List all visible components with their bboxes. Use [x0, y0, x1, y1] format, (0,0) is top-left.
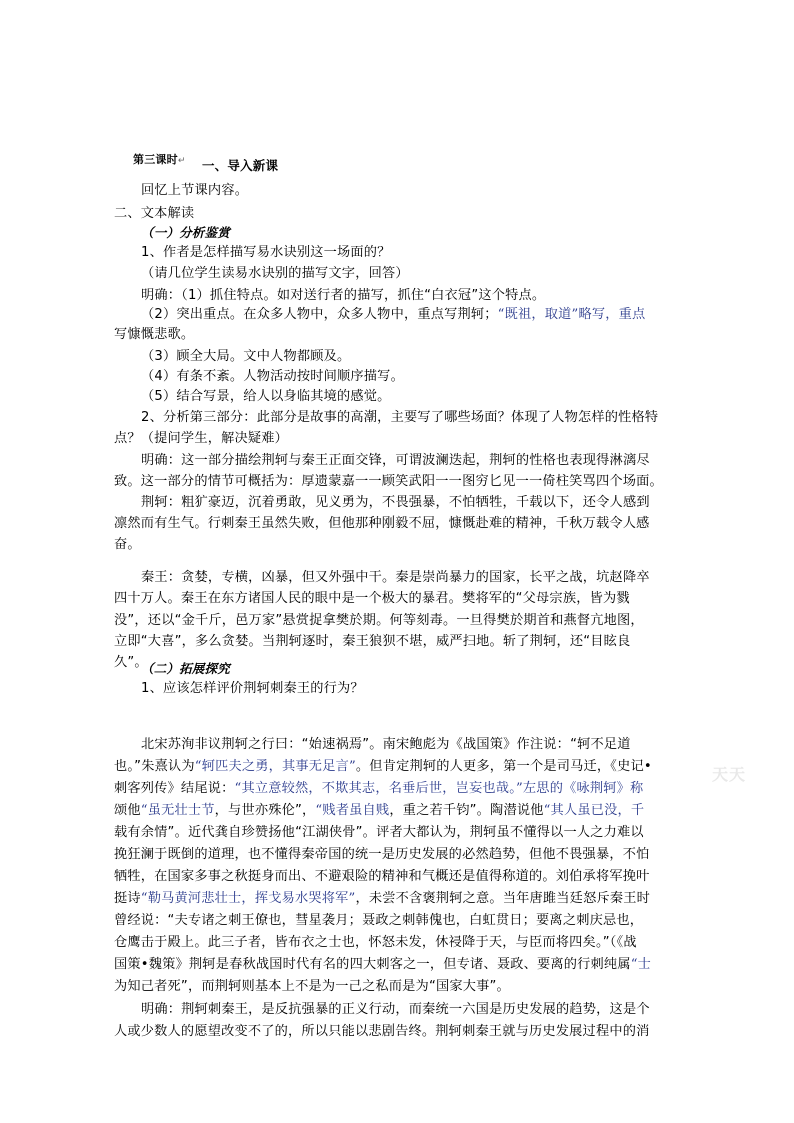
text-line: 四十万人。秦王在东方诸国人民的眼中是一个极大的暴君。樊将军的“父母宗族，皆为戮: [114, 591, 630, 606]
text-line: 明确：（1）抓住特点。如对送行者的描写，抓住“白衣冠”这个特点。: [141, 288, 546, 303]
text-line: [114, 781, 643, 797]
subsection-heading: （二）拓展探究: [141, 661, 230, 676]
quote-span: “其人虽已没，千: [543, 803, 645, 818]
text-line: 为知己者死”，而荆轲则基本上不是为一己之私而是为“国家大事”。: [114, 979, 510, 994]
text-line: 致。这一部分的情节可概括为：厚遗蒙嘉一一顾笑武阳一一图穷匕见一一倚柱笑骂四个场面。: [114, 474, 663, 489]
quote-span: “士: [630, 957, 652, 972]
section-import-title: 一、导入新课: [201, 158, 279, 173]
question-line: 1、应该怎样评价荆轲刺秦王的行为？: [141, 681, 364, 696]
question-line: 1、作者是怎样描写易水诀别这一场面的？: [141, 245, 391, 260]
text-line: 回忆上节课内容。: [141, 183, 249, 198]
quote-span: “贱者虽自贱: [315, 803, 390, 818]
quote-span: “其立意较然，不欺其志，名垂后世，岂妄也哉。”左思的《咏荆轲》称: [234, 781, 644, 796]
section-heading: 二、文本解读: [114, 206, 195, 221]
text-span: 国策•魏策》荆轲是春秋战国时代有名的四大刺客之一，但专诸、聂政、要离的行刺纯属: [114, 957, 631, 972]
quote-span: “既祖，取道”略写，重点: [497, 307, 646, 322]
text-line: 写慷慨悲歌。: [114, 327, 195, 342]
text-span: ，未尝不含褒荆轲之意。当年唐雎当廷怒斥秦王时: [355, 891, 651, 906]
return-mark: ↵: [177, 156, 186, 166]
text-line: 立即“大喜”，多么贪婪。当荆轲逐时，秦王狼狈不堪，威严扫地。斩了荆轲，还“目眩良: [114, 634, 631, 649]
lesson-heading: [133, 151, 279, 173]
text-line: 凛然而有生气。行刺秦王虽然失败，但他那种刚毅不屈，慷慨赴难的精神，千秋万载令人感: [114, 516, 650, 531]
text-span: （2）突出重点。在众多人物中，众多人物中，重点写荆轲；: [141, 307, 498, 322]
text-span: 颂他: [114, 803, 141, 818]
text-line: 曾经说：“夫专诸之刺王僚也，彗星袭月；聂政之刺韩傀也，白虹贯日；要离之刺庆忌也，: [114, 913, 644, 928]
text-span: 。但肯定荆轲的人更多，第一个是司马迁，《史记•: [355, 759, 652, 774]
text-line: 人或少数人的愿望改变不了的，所以只能以悲剧告终。荆轲刺秦王就与历史发展过程中的消: [114, 1024, 650, 1039]
text-line: 北宋苏洵非议荆轲之行曰：“始速祸焉”。南宋鲍彪为《战国策》作注说：“轲不足道: [141, 737, 631, 752]
text-line: （3）顾全大局。文中人物都顾及。: [141, 349, 351, 364]
text-line: 秦王：贪婪，专横，凶暴，但又外强中干。秦是崇尚暴力的国家，长平之战，坑赵降卒: [141, 570, 650, 585]
text-span: ，重之若千钧”。陶潜说他: [389, 803, 544, 818]
text-line: [114, 957, 651, 973]
question-line: 2、分析第三部分：此部分是故事的高潮，主要写了哪些场面？体现了人物怎样的性格特: [141, 410, 659, 425]
text-line: [114, 891, 650, 907]
text-line: 明确：荆轲刺秦王，是反抗强暴的正义行动，而秦统一六国是历史发展的趋势，这是个: [141, 1002, 650, 1017]
text-line: 挽狂澜于既倒的道理，也不懂得秦帝国的统一是历史发展的必然趋势，但他不畏强暴，不怕: [114, 847, 650, 862]
text-line: [114, 803, 644, 819]
text-span: 刺客列传》结尾说：: [114, 781, 235, 796]
quote-span: “虽无壮士节: [140, 803, 215, 818]
text-line: 没”，还以“金千斤，邑万家”悬赏捉拿樊於期。何等刻毒。一旦得樊於期首和燕督亢地图，: [114, 613, 644, 628]
text-line: 牺牲，在国家多事之秋挺身而出、不避艰险的精神和气概还是值得称道的。刘伯承将军挽叶: [114, 869, 650, 884]
text-line: 明确：这一部分描绘荆轲与秦王正面交锋，可谓波澜迭起，荆轲的性格也表现得淋漓尽: [141, 453, 650, 468]
subsection-heading: （一）分析鉴赏: [141, 225, 230, 240]
text-line: 荆轲：粗犷豪迈，沉着勇敢，见义勇为，不畏强暴，不怕牺牲，千载以下，还令人感到: [141, 495, 650, 510]
text-span: 挺诗: [114, 891, 141, 906]
text-line: （请几位学生读易水诀别的描写文字，回答）: [141, 266, 409, 281]
watermark: 天天: [712, 765, 747, 784]
text-line: 久”。: [114, 655, 148, 670]
text-line: 点？（提问学生，解决疑难）: [114, 431, 289, 446]
text-line: [114, 759, 652, 775]
text-span: 也。”朱熹认为: [114, 759, 195, 774]
text-line: 仓鹰击于殿上。此三子者，皆布衣之士也，怀怒未发，休祲降于天，与臣而将四矣。”（《战: [114, 935, 637, 950]
text-line: （4）有条不紊。人物活动按时间顺序描写。: [141, 369, 404, 384]
text-line: 载有余情”。近代龚自珍赞扬他“江湖侠骨”。评者大都认为，荆轲虽不懂得以一人之力难以: [114, 825, 644, 840]
text-line: [141, 307, 645, 323]
quote-span: “勒马黄河悲壮士，挥戈易水哭将军”: [140, 891, 356, 906]
quote-span: “轲匹夫之勇，其事无足言”: [194, 759, 356, 774]
lesson-label: 第三课时: [133, 153, 178, 166]
text-span: ，与世亦殊伦”，: [214, 803, 316, 818]
text-line: 奋。: [114, 537, 141, 552]
text-line: （5）结合写景，给人以身临其境的感觉。: [141, 389, 391, 404]
